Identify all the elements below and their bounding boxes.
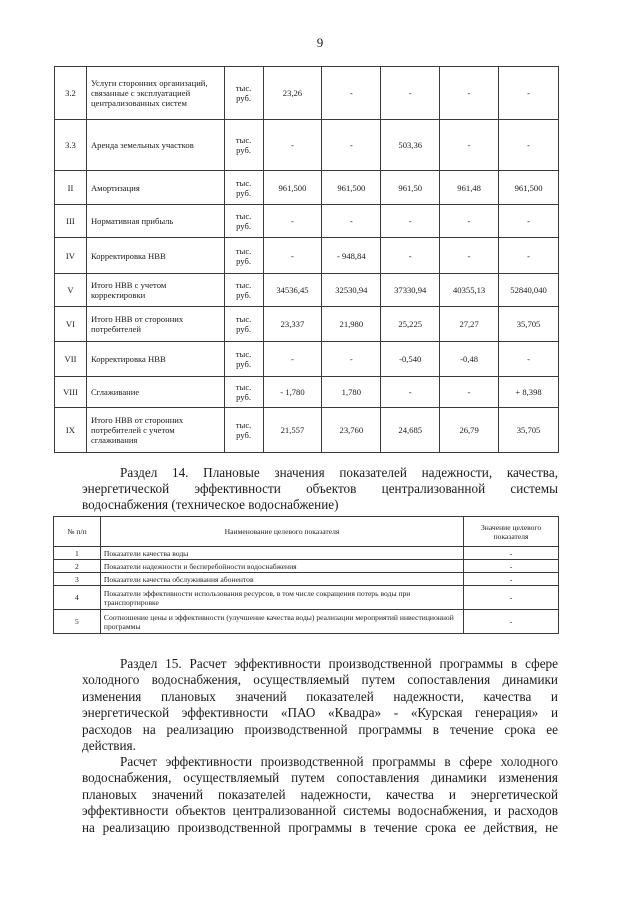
row-number: IX	[55, 408, 87, 453]
indicator-value: -	[464, 610, 559, 634]
row-number: V	[55, 274, 87, 307]
row-number: 3.2	[55, 67, 87, 120]
table-row	[55, 274, 559, 307]
row-unit: тыс. руб.	[224, 67, 263, 120]
row-value: 961,500	[263, 171, 322, 205]
row-unit: тыс. руб.	[224, 120, 263, 171]
para-line: плановых значений показателей надежности, качества и энергетической	[82, 786, 558, 802]
para-line: действия.	[82, 738, 136, 754]
section-14-line: энергетической эффективности объектов централизованной системы	[82, 481, 558, 496]
row-value: + 8,398	[499, 377, 559, 408]
row-value: 961,500	[322, 171, 381, 205]
row-number: VIII	[55, 377, 87, 408]
row-value: 32530,94	[322, 274, 381, 307]
indicator-name: Показатели качества воды	[100, 547, 463, 560]
row-value: -	[499, 205, 559, 238]
row-value: -	[440, 120, 499, 171]
row-value: 23,337	[263, 307, 322, 342]
indicator-num: 3	[54, 573, 101, 586]
indicator-value: -	[464, 586, 559, 610]
row-value: -	[381, 67, 440, 120]
row-value: 961,48	[440, 171, 499, 205]
table-row	[54, 573, 559, 586]
row-number: VI	[55, 307, 87, 342]
row-value: -	[440, 205, 499, 238]
indicator-num: 4	[54, 586, 101, 610]
row-name: Услуги сторонних организаций, связанные с эксплуатацией централизованных систем	[86, 67, 224, 120]
row-value: 40355,13	[440, 274, 499, 307]
indicator-table-header	[54, 517, 559, 547]
row-number: VII	[55, 342, 87, 377]
row-unit: тыс. руб.	[224, 377, 263, 408]
calc-paragraph	[82, 754, 558, 836]
indicator-name: Соотношение цены и эффективности (улучшение качества воды) реализации мероприятий инвестиционной программы	[100, 610, 463, 634]
tariff-table	[54, 66, 559, 453]
row-value: -	[499, 238, 559, 274]
row-value: -	[263, 238, 322, 274]
table-row	[55, 408, 559, 453]
header-num: № п/п	[54, 517, 101, 547]
row-number: 3.3	[55, 120, 87, 171]
para-line: водоснабжения, осуществляемый путем сопоставления динамики изменения	[82, 770, 558, 786]
row-name: Нормативная прибыль	[86, 205, 224, 238]
row-value: -	[381, 205, 440, 238]
section-14-line: водоснабжения (техническое водоснабжение)	[82, 497, 339, 512]
row-value: 35,705	[499, 307, 559, 342]
indicator-name: Показатели надежности и бесперебойности водоснабжения	[100, 560, 463, 573]
table-row	[54, 547, 559, 560]
row-value: 27,27	[440, 307, 499, 342]
row-value: -	[381, 238, 440, 274]
row-name: Итого НВВ от сторонних потребителей	[86, 307, 224, 342]
row-number: IV	[55, 238, 87, 274]
para-line: эффективности объектов централизованной системы водоснабжения, и расходов	[82, 803, 558, 819]
para-line: расходов на реализацию производственной программы в течение срока ее	[82, 721, 558, 737]
indicator-value: -	[464, 573, 559, 586]
row-value: -	[322, 120, 381, 171]
row-value: 26,79	[440, 408, 499, 453]
table-row	[54, 586, 559, 610]
table-row	[54, 560, 559, 573]
row-value: -	[322, 67, 381, 120]
row-value: -	[263, 205, 322, 238]
header-name: Наименование целевого показателя	[100, 517, 463, 547]
table-row	[55, 67, 559, 120]
row-value: 37330,94	[381, 274, 440, 307]
para-line: на реализацию производственной программы в течение срока ее действия, не	[82, 819, 558, 835]
row-unit: тыс. руб.	[224, 274, 263, 307]
row-value: 23,760	[322, 408, 381, 453]
row-unit: тыс. руб.	[224, 408, 263, 453]
table-row	[55, 238, 559, 274]
row-name: Амортизация	[86, 171, 224, 205]
row-value: -	[322, 342, 381, 377]
row-name: Корректировка НВВ	[86, 342, 224, 377]
row-name: Сглаживание	[86, 377, 224, 408]
row-value: -	[440, 377, 499, 408]
para-line: Раздел 15. Расчет эффективности производственной программы в сфере	[120, 656, 558, 671]
para-line: Расчет эффективности производственной программы в сфере холодного	[120, 754, 558, 769]
indicator-value: -	[464, 547, 559, 560]
indicator-table	[53, 516, 559, 634]
row-name: Корректировка НВВ	[86, 238, 224, 274]
row-value: - 1,780	[263, 377, 322, 408]
table-row	[55, 307, 559, 342]
indicator-num: 2	[54, 560, 101, 573]
row-value: -	[381, 377, 440, 408]
row-number: III	[55, 205, 87, 238]
row-number: II	[55, 171, 87, 205]
table-row	[55, 205, 559, 238]
row-value: -	[440, 238, 499, 274]
table-row	[55, 342, 559, 377]
table-row	[54, 610, 559, 634]
indicator-value: -	[464, 560, 559, 573]
row-unit: тыс. руб.	[224, 238, 263, 274]
row-value: -	[499, 120, 559, 171]
row-value: 1,780	[322, 377, 381, 408]
para-line: энергетической эффективности «ПАО «Квадра» - «Курская генерация» и	[82, 705, 558, 721]
row-value: 961,500	[499, 171, 559, 205]
row-value: -	[263, 120, 322, 171]
row-name: Итого НВВ с учетом корректировки	[86, 274, 224, 307]
row-unit: тыс. руб.	[224, 342, 263, 377]
page-number: 9	[316, 35, 324, 50]
row-value: 23,26	[263, 67, 322, 120]
row-value: 25,225	[381, 307, 440, 342]
row-unit: тыс. руб.	[224, 171, 263, 205]
section-14-heading	[82, 465, 558, 513]
row-value: 21,980	[322, 307, 381, 342]
row-value: -	[499, 67, 559, 120]
para-line: изменения плановых значений показателей надежности, качества и	[82, 688, 558, 704]
table-row	[55, 171, 559, 205]
row-value: 21,557	[263, 408, 322, 453]
para-line: холодного водоснабжения, осуществляемый путем сопоставления динамики	[82, 672, 558, 688]
row-value: -	[263, 342, 322, 377]
table-row	[55, 120, 559, 171]
header-value: Значение целевого показателя	[464, 517, 559, 547]
row-value: -	[322, 205, 381, 238]
indicator-name: Показатели качества обслуживания абонентов	[100, 573, 463, 586]
row-unit: тыс. руб.	[224, 307, 263, 342]
indicator-num: 1	[54, 547, 101, 560]
row-value: 35,705	[499, 408, 559, 453]
row-value: 503,36	[381, 120, 440, 171]
row-value: - 948,84	[322, 238, 381, 274]
row-value: -0,48	[440, 342, 499, 377]
table-row	[55, 377, 559, 408]
row-value: 24,685	[381, 408, 440, 453]
row-unit: тыс. руб.	[224, 205, 263, 238]
row-value: 52840,040	[499, 274, 559, 307]
section-14-line: Раздел 14. Плановые значения показателей надежности, качества,	[120, 465, 558, 480]
row-value: 961,50	[381, 171, 440, 205]
indicator-name: Показатели эффективности использования ресурсов, в том числе сокращения потерь воды при транспортировке	[100, 586, 463, 610]
row-value: -	[440, 67, 499, 120]
row-name: Итого НВВ от сторонних потребителей с учетом сглаживания	[86, 408, 224, 453]
row-value: 34536,45	[263, 274, 322, 307]
row-value: -	[499, 342, 559, 377]
row-name: Аренда земельных участков	[86, 120, 224, 171]
indicator-num: 5	[54, 610, 101, 634]
section-15-paragraph	[82, 656, 558, 754]
row-value: -0,540	[381, 342, 440, 377]
